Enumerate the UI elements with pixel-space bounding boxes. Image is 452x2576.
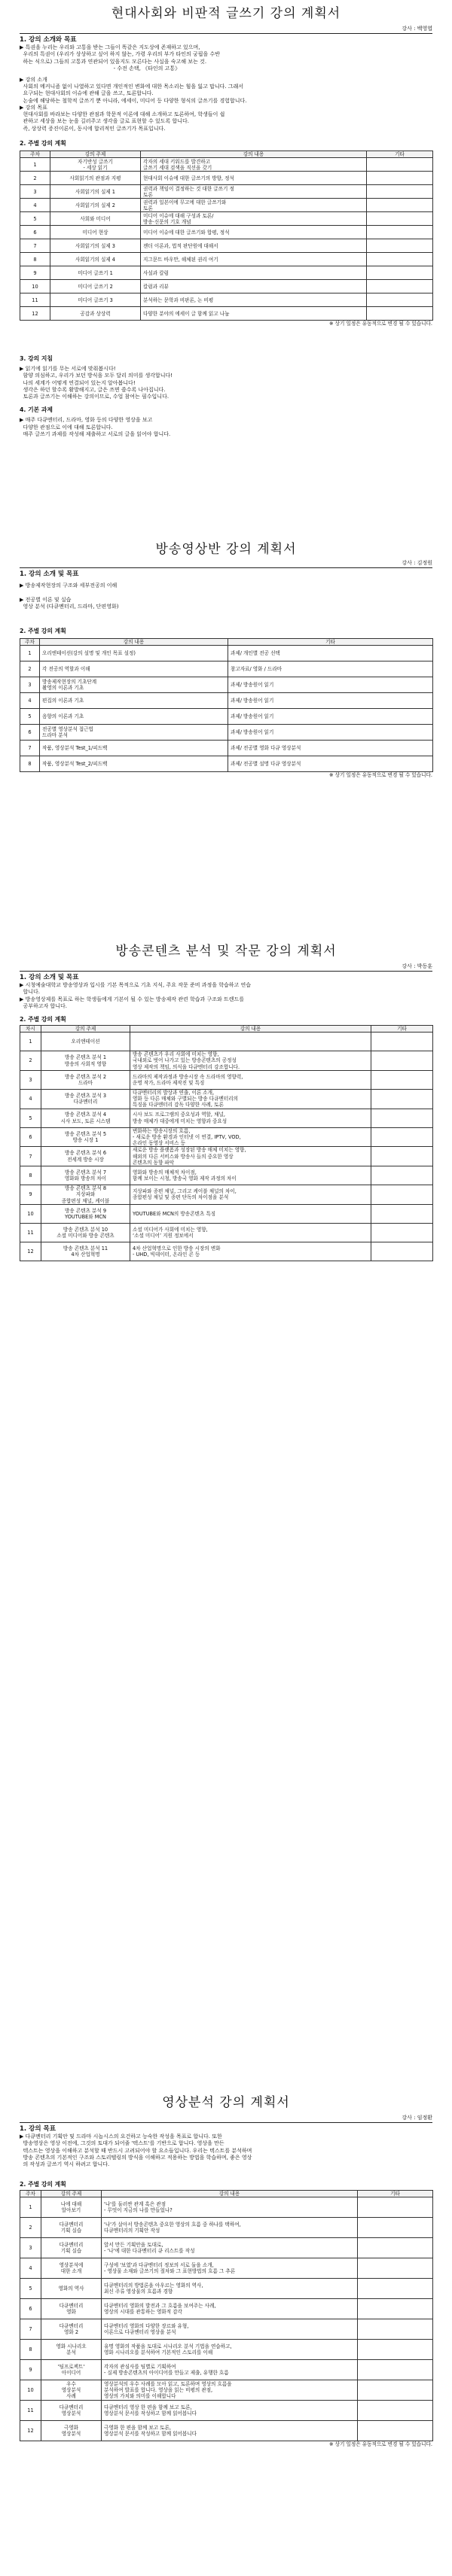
table-cell: 1: [20, 1033, 41, 1051]
table-cell: 다큐멘터리 영상분석: [41, 2401, 102, 2421]
table-cell: 칼럼과 리뷰: [141, 280, 367, 293]
column-header: 강의 내용: [102, 2191, 358, 2197]
table-cell: 전공별 영상분석 접근법 드라마 분석: [40, 725, 228, 741]
table-cell: 변화하는 방송시장의 흐름, - 새로운 방송 환경과 인터넷 이 연결, IPTV, VOD, 온라인 동영상 서비스 등: [130, 1127, 371, 1147]
section-heading: 2. 주별 강의 계획: [20, 1016, 66, 1023]
lecturer: 강사 : 김정원: [402, 560, 432, 566]
table-cell: 음향의 이론과 기초: [40, 709, 228, 725]
doc-title: 현대사회와 비판적 글쓰기 강의 계획서: [111, 6, 341, 21]
table-cell: 방송 콘텐츠 분석 8 지상파와 종합편성 채널, 케이블: [41, 1185, 130, 1205]
lecturer: 강사 : 박동훈: [402, 963, 432, 969]
text-line: 논술에 해당하는 철학적 글쓰기 뿐 아니라, 에세이, 미디어 등 다양한 형식의 글쓰기를 경험합니다.: [20, 97, 247, 104]
table-cell: [358, 2421, 433, 2441]
column-header: 기타: [367, 151, 433, 158]
title-divider: [20, 567, 432, 568]
table-cell: 각자의 관심사를 팀별로 기획하여 - 실제 방송콘텐츠의 아이디어를 만들고 제출, 유행한 흐름: [102, 2360, 358, 2380]
table-row: [20, 1089, 433, 1109]
table-cell: 4: [20, 2258, 41, 2279]
intro-block: [20, 2133, 432, 2168]
table-cell: 미디어 글쓰기 1: [50, 266, 141, 280]
table-cell: [367, 280, 433, 293]
intro-block-2: [20, 77, 432, 132]
table-row: [20, 307, 433, 321]
table-cell: 3: [20, 677, 40, 693]
table-cell: [367, 239, 433, 253]
table-row: [20, 646, 433, 661]
table-cell: [358, 2319, 433, 2340]
table-cell: [371, 1223, 433, 1242]
text-line: 영상 분석 (다큐멘터리, 드라마, 단편영화): [20, 603, 119, 610]
table-cell: 10: [20, 1204, 41, 1223]
lecturer: 강사 : 임정환: [402, 2115, 432, 2121]
table-row: [20, 199, 433, 212]
table-cell: 8: [20, 756, 40, 772]
table-cell: 유명 영화의 작품을 토대로 시나리오 분석 기법을 연습하고, 영화 시나리오를 분석하여 기본적인 스토리를 이해: [102, 2340, 358, 2360]
table-cell: [371, 1051, 433, 1071]
table-cell: 6: [20, 725, 40, 741]
table-cell: 방송 콘텐츠 분석 7 영화와 방송의 차이: [41, 1166, 130, 1185]
table-cell: 앞서 만든 기획안을 토대로, - '나'에 대한 다큐멘터리 큐 리스트를 작성: [102, 2238, 358, 2258]
table-row: [20, 2319, 433, 2340]
column-header: 강의 주제: [50, 151, 141, 158]
schedule-note: ※ 상기 일정은 유동적으로 변경 될 수 있습니다.: [329, 2441, 432, 2448]
table-cell: 4: [20, 693, 40, 709]
table-cell: 7: [20, 741, 40, 756]
table-cell: 방송 콘텐츠 분석 10 소셜 미디어와 방송 콘텐츠: [41, 1223, 130, 1242]
table-cell: 방송 콘텐츠 분석 9 YOUTUBE와 MCN: [41, 1204, 130, 1223]
table-cell: [358, 2218, 433, 2238]
section-heading: 2. 주별 강의 계획: [20, 2181, 66, 2188]
table-row: [20, 709, 433, 725]
table-row: [20, 2360, 433, 2380]
table-cell: 10: [20, 2380, 41, 2401]
table-cell: 분석하는 문학과 비판론, 논 비평: [141, 293, 367, 307]
table-cell: '팀프로젝트' 아이디어: [41, 2360, 102, 2380]
table-row: [20, 2380, 433, 2401]
table-row: [20, 2421, 433, 2441]
table-cell: 방송 콘텐츠 분석 5 방송 시장 1: [41, 1127, 130, 1147]
table-cell: [358, 2360, 433, 2380]
table-cell: 영화 시나리오 분석: [41, 2340, 102, 2360]
table-cell: [130, 1033, 371, 1051]
table-row: [20, 158, 433, 172]
table-cell: 방송 콘텐츠가 우리 사회에 미치는 영향, 국내외로 벗어 나가고 있는 방송콘텐츠의 공정성 영상 제작의 책임, 의식을 다큐멘터리 강조합니다.: [130, 1051, 371, 1071]
table-cell: 5: [20, 709, 40, 725]
column-header: 강의 내용: [40, 639, 228, 646]
table-cell: [371, 1109, 433, 1127]
text-line: - 수전 손택, 《타인의 고통》: [20, 65, 181, 71]
table-cell: 미디어 글쓰기 2: [50, 280, 141, 293]
table-cell: 6: [20, 1127, 41, 1147]
table-cell: 12: [20, 1242, 41, 1261]
table-cell: 권력과 책임이 결정하는 것 대한 글쓰기 정 토론: [141, 185, 367, 199]
table-cell: 참고자료/ 영화 / 드라마: [228, 661, 433, 677]
table-cell: 5: [20, 212, 50, 226]
table-cell: 극영화 한 편을 함께 보고 토론, 영상분석 문서를 작성하고 함께 읽어봅니다: [102, 2421, 358, 2441]
table-cell: [367, 253, 433, 266]
table-cell: 미디어 이슈에 대해 구성과 토론/ 방송·신문의 기호 개념: [141, 212, 367, 226]
table-cell: [358, 2258, 433, 2279]
table-cell: 미디어 이슈에 대한 글쓰기와 합평, 정석: [141, 226, 367, 239]
section-heading: 4. 기본 과제: [20, 406, 53, 414]
intro-block: [20, 44, 432, 72]
weekly-plan-table: [20, 2190, 432, 2448]
table-cell: [367, 185, 433, 199]
column-header: 주차: [20, 2191, 41, 2197]
column-header: 주차: [20, 639, 40, 646]
table-cell: 12: [20, 2421, 41, 2441]
table-cell: [371, 1089, 433, 1109]
weekly-plan-table: [20, 151, 432, 327]
text-line: 공부하고자 합니다.: [20, 1002, 67, 1009]
table-cell: 3: [20, 2238, 41, 2258]
table-cell: 2: [20, 1051, 41, 1071]
table-cell: 방송 콘텐츠 분석 3 다큐멘터리: [41, 1089, 130, 1109]
table-cell: 다큐멘터리 영화 2: [41, 2319, 102, 2340]
table-cell: 5: [20, 1109, 41, 1127]
table-row: [20, 1223, 433, 1242]
table-cell: 1: [20, 2197, 41, 2218]
text-line: ▶ 매주 다큐멘터리, 드라마, 영화 등의 다양한 영상을 보고: [20, 417, 153, 424]
table-cell: 방송 콘텐츠 분석 6 전세계 방송 시장: [41, 1147, 130, 1166]
table-row: [20, 2258, 433, 2279]
title-divider: [20, 33, 432, 34]
text-line: 토론과 글쓰기는 이해하는 강의이므로, 수업 참여는 필수입니다.: [20, 394, 170, 400]
table-cell: 9: [20, 1185, 41, 1205]
table-cell: 미디어 현상: [50, 226, 141, 239]
table-cell: [371, 1147, 433, 1166]
text-line: ▶ 다큐멘터리 기획안 및 드라마 시놉시스의 요건하고 능숙한 작성을 목표로 합니다. 또한: [20, 2133, 222, 2140]
table-row: [20, 1147, 433, 1166]
table-row: [20, 239, 433, 253]
table-cell: 극영화 영상분석: [41, 2421, 102, 2441]
table-row: [20, 677, 433, 693]
table-cell: 1: [20, 158, 50, 172]
table-cell: [358, 2197, 433, 2218]
weekly-plan-table: [20, 638, 432, 779]
table-cell: 11: [20, 1223, 41, 1242]
table-cell: [367, 266, 433, 280]
table-cell: 공감과 상상력: [50, 307, 141, 321]
table-cell: 6: [20, 2299, 41, 2319]
table-cell: 7: [20, 1147, 41, 1166]
table-cell: 11: [20, 2401, 41, 2421]
table-cell: 각자의 세대 키워드를 발견하고 글쓰기 세대 검색을 직선을 갖기: [141, 158, 367, 172]
table-cell: 나에 대해 알아보기: [41, 2197, 102, 2218]
text-line: 방송 콘텐츠의 기본적인 구조와 스토리텔링의 방식을 이해하고 적용하는 방법을 학습하며, 좋은 영상: [20, 2154, 252, 2161]
intro-block: [20, 582, 432, 610]
text-line: 텍스트는 영상을 이해하고 분석할 때 반드시 고려되어야 할 요소들입니다. 우리는 텍스트를 분석하며: [20, 2147, 252, 2154]
table-row: [20, 2401, 433, 2421]
text-line: 합니다.: [20, 989, 40, 996]
text-line: ▶ 전공별 이론 및 실습: [20, 596, 72, 603]
text-line: 요구되는 현대사회의 이슈에 관해 글을 쓰고, 토론합니다.: [20, 90, 154, 97]
text-line: 나의 세계가 어떻게 연결되어 있는지 알아봅니다!: [20, 379, 136, 386]
text-line: ▶ 강의 목표: [20, 104, 47, 111]
table-cell: 4: [20, 1089, 41, 1109]
table-cell: 사회읽기의 실제 3: [50, 239, 141, 253]
table-row: [20, 172, 433, 185]
table-cell: 우수 영상분석 사례: [41, 2380, 102, 2401]
table-cell: 새로운 방송 플랫폼과 성장된 방송 매체 미치는 영향, 해외의 다른 서비스와 방송사 들의 중요한 영상 콘텐츠의 동향 파악: [130, 1147, 371, 1166]
table-cell: [358, 2401, 433, 2421]
table-cell: [371, 1204, 433, 1223]
text-line: 하는 식으로) 그들의 고통과 연관되어 있을지도 모른다는 사실을 숙고해 보는 것.: [20, 58, 207, 65]
text-line: 사회의 메커니즘 없이 나열하고 있다면 개인적인 변화에 대한 목소리는 힘을 잃고 맙니다. 그래서: [20, 84, 244, 90]
weekly-plan-table: [20, 1025, 432, 1261]
table-cell: 사회읽기의 실제 4: [50, 253, 141, 266]
table-cell: 다큐멘터리 영화의 발전과 그 흐름을 보여주는 사례, 영상의 시대를 관통하는 영화적 감각: [102, 2299, 358, 2319]
table-cell: 지상파와 종편 채널, 그리고 케이블 채널의 차이, 종합편성 채널 및 종편 단독의 차이점을 분석: [130, 1185, 371, 1205]
table-cell: 오리엔테이션: [41, 1033, 130, 1051]
table-cell: [371, 1033, 433, 1051]
table-cell: [367, 212, 433, 226]
table-cell: 5: [20, 2279, 41, 2299]
text-line: 방송영상은 영상 이전에, 그것의 토대가 되어줄 '텍스트'를 기반으로 합니다. 영상을 만든: [20, 2140, 224, 2147]
table-cell: [367, 307, 433, 321]
table-row: [20, 2218, 433, 2238]
table-cell: [358, 2238, 433, 2258]
text-line: 매주 글쓰기 과제를 작성해 제출하고 서로의 글을 읽어야 합니다.: [20, 430, 171, 437]
column-header: 기타: [228, 639, 433, 646]
table-cell: 사회읽기의 관점과 지평: [50, 172, 141, 185]
table-row: [20, 1204, 433, 1223]
table-cell: 2: [20, 2218, 41, 2238]
table-cell: 11: [20, 293, 50, 307]
table-cell: 구성에 '보였'과 다큐멘터리 정보의 서로 둘을 소개, - 영상물 소재와 글쓰기의 절차와 그 표현방법의 흐름 그 추론: [102, 2258, 358, 2279]
table-row: [20, 293, 433, 307]
section-heading: 1. 강의 소개 및 목표: [20, 570, 79, 578]
table-cell: 다큐멘터리의 발상과 연출, 이론 소개, 영화 등 다른 매체와 구별되는 방송 다큐멘터리의 특징을 다큐멘터리 감독 다양한 사례, 토론: [130, 1089, 371, 1109]
table-row: [20, 185, 433, 199]
table-cell: 시사 보도 프로그램의 중요성과 역할, 채널, 방송 매체가 대중에게 미치는 영향과 중요성: [130, 1109, 371, 1127]
table-cell: 과제/ 방송원어 읽기: [228, 725, 433, 741]
text-line: ▶ 특권을 누리는 우리와 고통을 받는 그들이 똑같은 지도상에 존재하고 있으며,: [20, 44, 200, 51]
assignment-block: [20, 417, 432, 438]
column-header: 강의 내용: [130, 1026, 371, 1033]
table-cell: [358, 2279, 433, 2299]
column-header: 주차: [20, 151, 50, 158]
table-cell: 다큐멘터리 기획 실습: [41, 2238, 102, 2258]
table-cell: 다큐멘터리 기획 실습: [41, 2218, 102, 2238]
table-cell: 과제/ 전공별 설명 다큐 영상분석: [228, 756, 433, 772]
table-cell: 방송 콘텐츠 분석 4 시사 보도, 토론 시스템: [41, 1109, 130, 1127]
table-cell: 사회와 미디어: [50, 212, 141, 226]
table-cell: [371, 1242, 433, 1261]
table-cell: [358, 2299, 433, 2319]
table-cell: 방송 콘텐츠 분석 1 방송의 사회적 영향: [41, 1051, 130, 1071]
doc-title: 방송콘텐츠 분석 및 작문 강의 계획서: [115, 944, 337, 959]
table-cell: 2: [20, 172, 50, 185]
table-cell: 소셜 미디어가 사회에 미치는 영향, ‘소셜 미디어’ 지원 정보에서: [130, 1223, 371, 1242]
table-cell: [367, 158, 433, 172]
table-cell: [367, 293, 433, 307]
table-cell: 과제/ 방송원어 읽기: [228, 677, 433, 693]
table-cell: 과제/ 전공별 영화 다큐 영상분석: [228, 741, 433, 756]
table-row: [20, 1166, 433, 1185]
table-cell: 미디어 글쓰기 3: [50, 293, 141, 307]
table-cell: 3: [20, 1070, 41, 1089]
table-cell: 각 전공의 역할과 이해: [40, 661, 228, 677]
table-row: [20, 756, 433, 772]
table-cell: 다큐멘터리 영화: [41, 2299, 102, 2319]
table-cell: 권력과 일본이에 무고에 대한 글쓰기와 토론: [141, 199, 367, 212]
table-cell: 과제/ 방송원어 읽기: [228, 693, 433, 709]
intro-block: [20, 982, 432, 1010]
table-cell: 자기반성 글쓰기 - 세상 읽기: [50, 158, 141, 172]
table-cell: 1: [20, 646, 40, 661]
table-cell: 다양한 분야의 에세이 글 함께 읽고 나눔: [141, 307, 367, 321]
text-line: 의 작성과 글쓰기 역시 하려고 합니다.: [20, 2161, 110, 2167]
table-cell: [371, 1166, 433, 1185]
table-cell: 지그문트 바우만, 해체된 권리 여기: [141, 253, 367, 266]
table-row: [20, 2279, 433, 2299]
table-row: [20, 741, 433, 756]
text-line: ▶ 방송제작현장의 구조와 세부전공의 이해: [20, 582, 118, 589]
table-cell: 영상분석에 대한 소개: [41, 2258, 102, 2279]
text-line: ▶ 시청예술대학교 방송영상과 입시를 기본 목적으로 기초 지식, 주요 작문 준비 과정을 학습하고 연습: [20, 982, 252, 989]
section-heading: 1. 강의 목표: [20, 2125, 56, 2133]
table-cell: [371, 1070, 433, 1089]
table-row: [20, 266, 433, 280]
table-cell: 영화의 역사: [41, 2279, 102, 2299]
column-header: 차시: [20, 1026, 41, 1033]
table-cell: [367, 199, 433, 212]
table-cell: 12: [20, 307, 50, 321]
text-line: ▶ 읽기에 읽기를 무는 서로에 맞춰봅시다!: [20, 366, 116, 373]
section-heading: 2. 주별 강의 계획: [20, 628, 66, 634]
table-row: [20, 1051, 433, 1071]
table-cell: 8: [20, 253, 50, 266]
text-line: ▶ 강의 소개: [20, 76, 47, 83]
table-cell: [358, 2380, 433, 2401]
table-cell: 10: [20, 280, 50, 293]
table-cell: 7: [20, 2319, 41, 2340]
section-heading: 2. 주별 강의 계획: [20, 140, 66, 147]
method-block: [20, 366, 432, 400]
table-row: [20, 2238, 433, 2258]
table-cell: 과제/ 개인별 전공 선택: [228, 646, 433, 661]
column-header: 기타: [371, 1026, 433, 1033]
table-cell: 과제/ 방송원어 읽기: [228, 709, 433, 725]
table-cell: [358, 2340, 433, 2360]
text-line: 즉, 상상력 증진이론이, 동시에 합리적인 글쓰기가 목표입니다.: [20, 125, 166, 132]
table-row: [20, 2340, 433, 2360]
table-cell: 작품, 영상분석 Test_2/피드백: [40, 756, 228, 772]
table-cell: 오리엔테이션(강의 설명 및 개인 목표 설정): [40, 646, 228, 661]
table-row: [20, 226, 433, 239]
table-cell: 방송제작현장의 기초단계 촬영의 이론과 기초: [40, 677, 228, 693]
table-row: [20, 693, 433, 709]
doc-title: 방송영상반 강의 계획서: [155, 542, 297, 557]
table-row: [20, 1033, 433, 1051]
text-line: 생각은 하던 할수록 활발해지고, 글은 쓰면 쓸수록 나아집니다.: [20, 386, 166, 393]
table-cell: 드라마의 제작과정과 방송시장 속 드라마의 영향력, 운명 작가, 드라마 제작진 및 특징: [130, 1070, 371, 1089]
text-line: 함양 의심하고, 우리가 보던 방식을 모두 달리 의미를 생각합니다!: [20, 373, 173, 379]
table-cell: [371, 1127, 433, 1147]
table-cell: 다큐멘터리 영상 한 편을 함께 보고 토론, 영상분석 문서를 작성하고 함께 읽어봅니다: [102, 2401, 358, 2421]
table-row: [20, 253, 433, 266]
table-cell: 다큐멘터리의 방법론을 아우르는 영화의 역사, 최신 주류 영상물의 흐름과 경향: [102, 2279, 358, 2299]
table-cell: 사회읽기의 실제 1: [50, 185, 141, 199]
table-cell: 현대사회 이슈에 대한 글쓰기의 방향, 정석: [141, 172, 367, 185]
table-cell: 사설과 칼럼: [141, 266, 367, 280]
table-cell: 8: [20, 2340, 41, 2360]
text-line: 관하고 세상을 보는 눈을 길러주고 생각을 글로 표현할 수 있도록 합니다.: [20, 118, 190, 125]
column-header: 강의 주제: [41, 2191, 102, 2197]
table-cell: 편집의 이론과 기초: [40, 693, 228, 709]
table-cell: YOUTUBE와 MCN의 방송콘텐츠 특징: [130, 1204, 371, 1223]
table-cell: [371, 1185, 433, 1205]
table-row: [20, 1242, 433, 1261]
table-cell: 작품, 영상분석 Test_1/피드백: [40, 741, 228, 756]
table-cell: 9: [20, 2360, 41, 2380]
column-header: 강의 내용: [141, 151, 367, 158]
table-cell: 영상분석의 우수 사례를 모아 읽고, 토론하며 영상의 흐름을 분석하여 발표를 합니다. 영상을 읽는 비평의 관점, 영상의 가치와 의미를 이해합니다: [102, 2380, 358, 2401]
table-row: [20, 1185, 433, 1205]
table-cell: 다큐멘터리 영화의 다양한 장르와 유형, 이론으로 다큐멘터리 영상을 분석: [102, 2319, 358, 2340]
column-header: 강의 주제: [41, 1026, 130, 1033]
table-row: [20, 725, 433, 741]
text-line: 우리의 특권이 (우리가 상상하고 싶어 하지 않는, 가령 우리의 부가 타인의 궁핍을 수반: [20, 51, 221, 58]
table-cell: 7: [20, 239, 50, 253]
table-cell: 2: [20, 661, 40, 677]
text-line: ▶ 방송영상제를 목표로 하는 학생들에게 기본이 될 수 있는 방송제작 관련 학습과 구조와 트렌드를: [20, 996, 245, 1002]
text-line: 현대사회를 바라보는 다양한 관점과 학문적 이론에 대해 소개하고 토론하여, 학생들이 쉽: [20, 111, 225, 118]
column-header: 기타: [358, 2191, 433, 2197]
table-cell: '나'가 살아서 방송콘텐츠 중요한 영상의 흐름 중 하나를 택하여, 다큐멘터리의 기획안 작성: [102, 2218, 358, 2238]
table-cell: 방송 콘텐츠 분석 2 드라마: [41, 1070, 130, 1089]
table-cell: 6: [20, 226, 50, 239]
section-heading: 3. 강의 지침: [20, 355, 53, 362]
table-cell: 젠더 이론과, 법적 판단원에 대해서: [141, 239, 367, 253]
table-row: [20, 212, 433, 226]
table-cell: 4: [20, 199, 50, 212]
table-row: [20, 1070, 433, 1089]
section-heading: 1. 강의 소개 및 목표: [20, 974, 79, 981]
table-row: [20, 280, 433, 293]
schedule-note: ※ 상기 일정은 유동적으로 변경 될 수 있습니다.: [329, 321, 432, 327]
table-cell: [367, 226, 433, 239]
table-row: [20, 1127, 433, 1147]
lecturer: 강사 : 백영엽: [402, 26, 432, 32]
table-cell: 8: [20, 1166, 41, 1185]
table-cell: 4차 산업혁명으로 인한 방송 시장의 변화 - UHD, 빅데이터, 온라인 콘 등: [130, 1242, 371, 1261]
table-row: [20, 661, 433, 677]
table-cell: 방송 콘텐츠 분석 11 4차 산업혁명: [41, 1242, 130, 1261]
table-row: [20, 2299, 433, 2319]
table-cell: 사회읽기의 실제 2: [50, 199, 141, 212]
table-cell: 9: [20, 266, 50, 280]
table-row: [20, 1109, 433, 1127]
schedule-note: ※ 상기 일정은 유동적으로 변경 될 수 있습니다.: [329, 772, 432, 779]
title-divider: [20, 2122, 432, 2123]
text-line: [20, 589, 432, 596]
section-heading: 1. 강의 소개와 목표: [20, 36, 77, 44]
table-cell: '나'를 둘러싼 관계 혹은 관점 - 무엇이 지금의 나를 만들었나?: [102, 2197, 358, 2218]
title-divider: [20, 971, 432, 972]
table-row: [20, 2197, 433, 2218]
table-cell: 영화와 방송의 매체적 차이점, 함께 보이는 시청, 방송국 영화 제작 과정의 차이: [130, 1166, 371, 1185]
table-cell: [367, 172, 433, 185]
table-cell: 3: [20, 185, 50, 199]
doc-title: 영상분석 강의 계획서: [162, 2095, 290, 2110]
text-line: 다양한 관점으로 이에 대해 토론합니다.: [20, 424, 113, 430]
